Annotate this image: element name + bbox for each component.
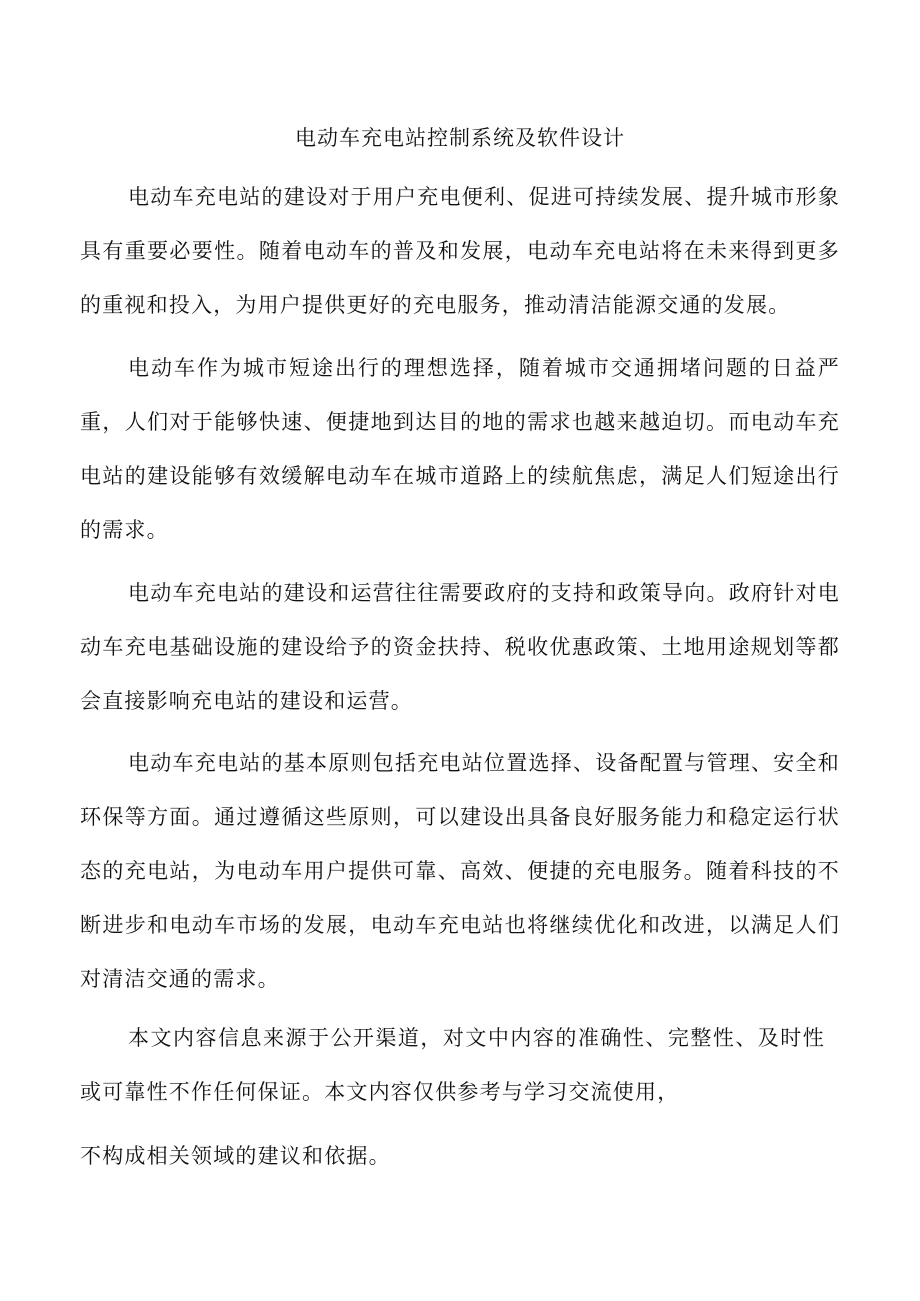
disclaimer-final-line: 不构成相关领域的建议和依据。 xyxy=(80,1144,391,1168)
paragraph-policy: 电动车充电站的建设和运营往往需要政府的支持和政策导向。政府针对电动车充电基础设施的建设给予的资金扶持、税收优惠政策、土地用途规划等都会直接影响充电站的建设和运营。 xyxy=(80,581,840,713)
paragraph-principles: 电动车充电站的基本原则包括充电站位置选择、设备配置与管理、安全和环保等方面。通过遵循这些原则，可以建设出具备良好服务能力和稳定运行状态的充电站，为电动车用户提供可靠、高效、便捷的充电服务。随着科技的不断进步和电动车市场的发展，电动车充电站也将继续优化和改进，以满足人们对清洁交通的需求。 xyxy=(80,751,840,991)
page-title: 电动车充电站控制系统及软件设计 xyxy=(295,126,625,150)
paragraph-disclaimer: 本文内容信息来源于公开渠道，对文中内容的准确性、完整性、及时性或可靠性不作任何保证。本文内容仅供参考与学习交流使用， xyxy=(80,1026,825,1104)
paragraph-importance: 电动车充电站的建设对于用户充电便利、促进可持续发展、提升城市形象具有重要必要性。随着电动车的普及和发展，电动车充电站将在未来得到更多的重视和投入，为用户提供更好的充电服务，推动清洁能源交通的发展。 xyxy=(80,185,840,317)
paragraph-urban-travel: 电动车作为城市短途出行的理想选择，随着城市交通拥堵问题的日益严重，人们对于能够快速、便捷地到达目的地的需求也越来越迫切。而电动车充电站的建设能够有效缓解电动车在城市道路上的续航焦虑，满足人们短途出行的需求。 xyxy=(80,356,840,542)
